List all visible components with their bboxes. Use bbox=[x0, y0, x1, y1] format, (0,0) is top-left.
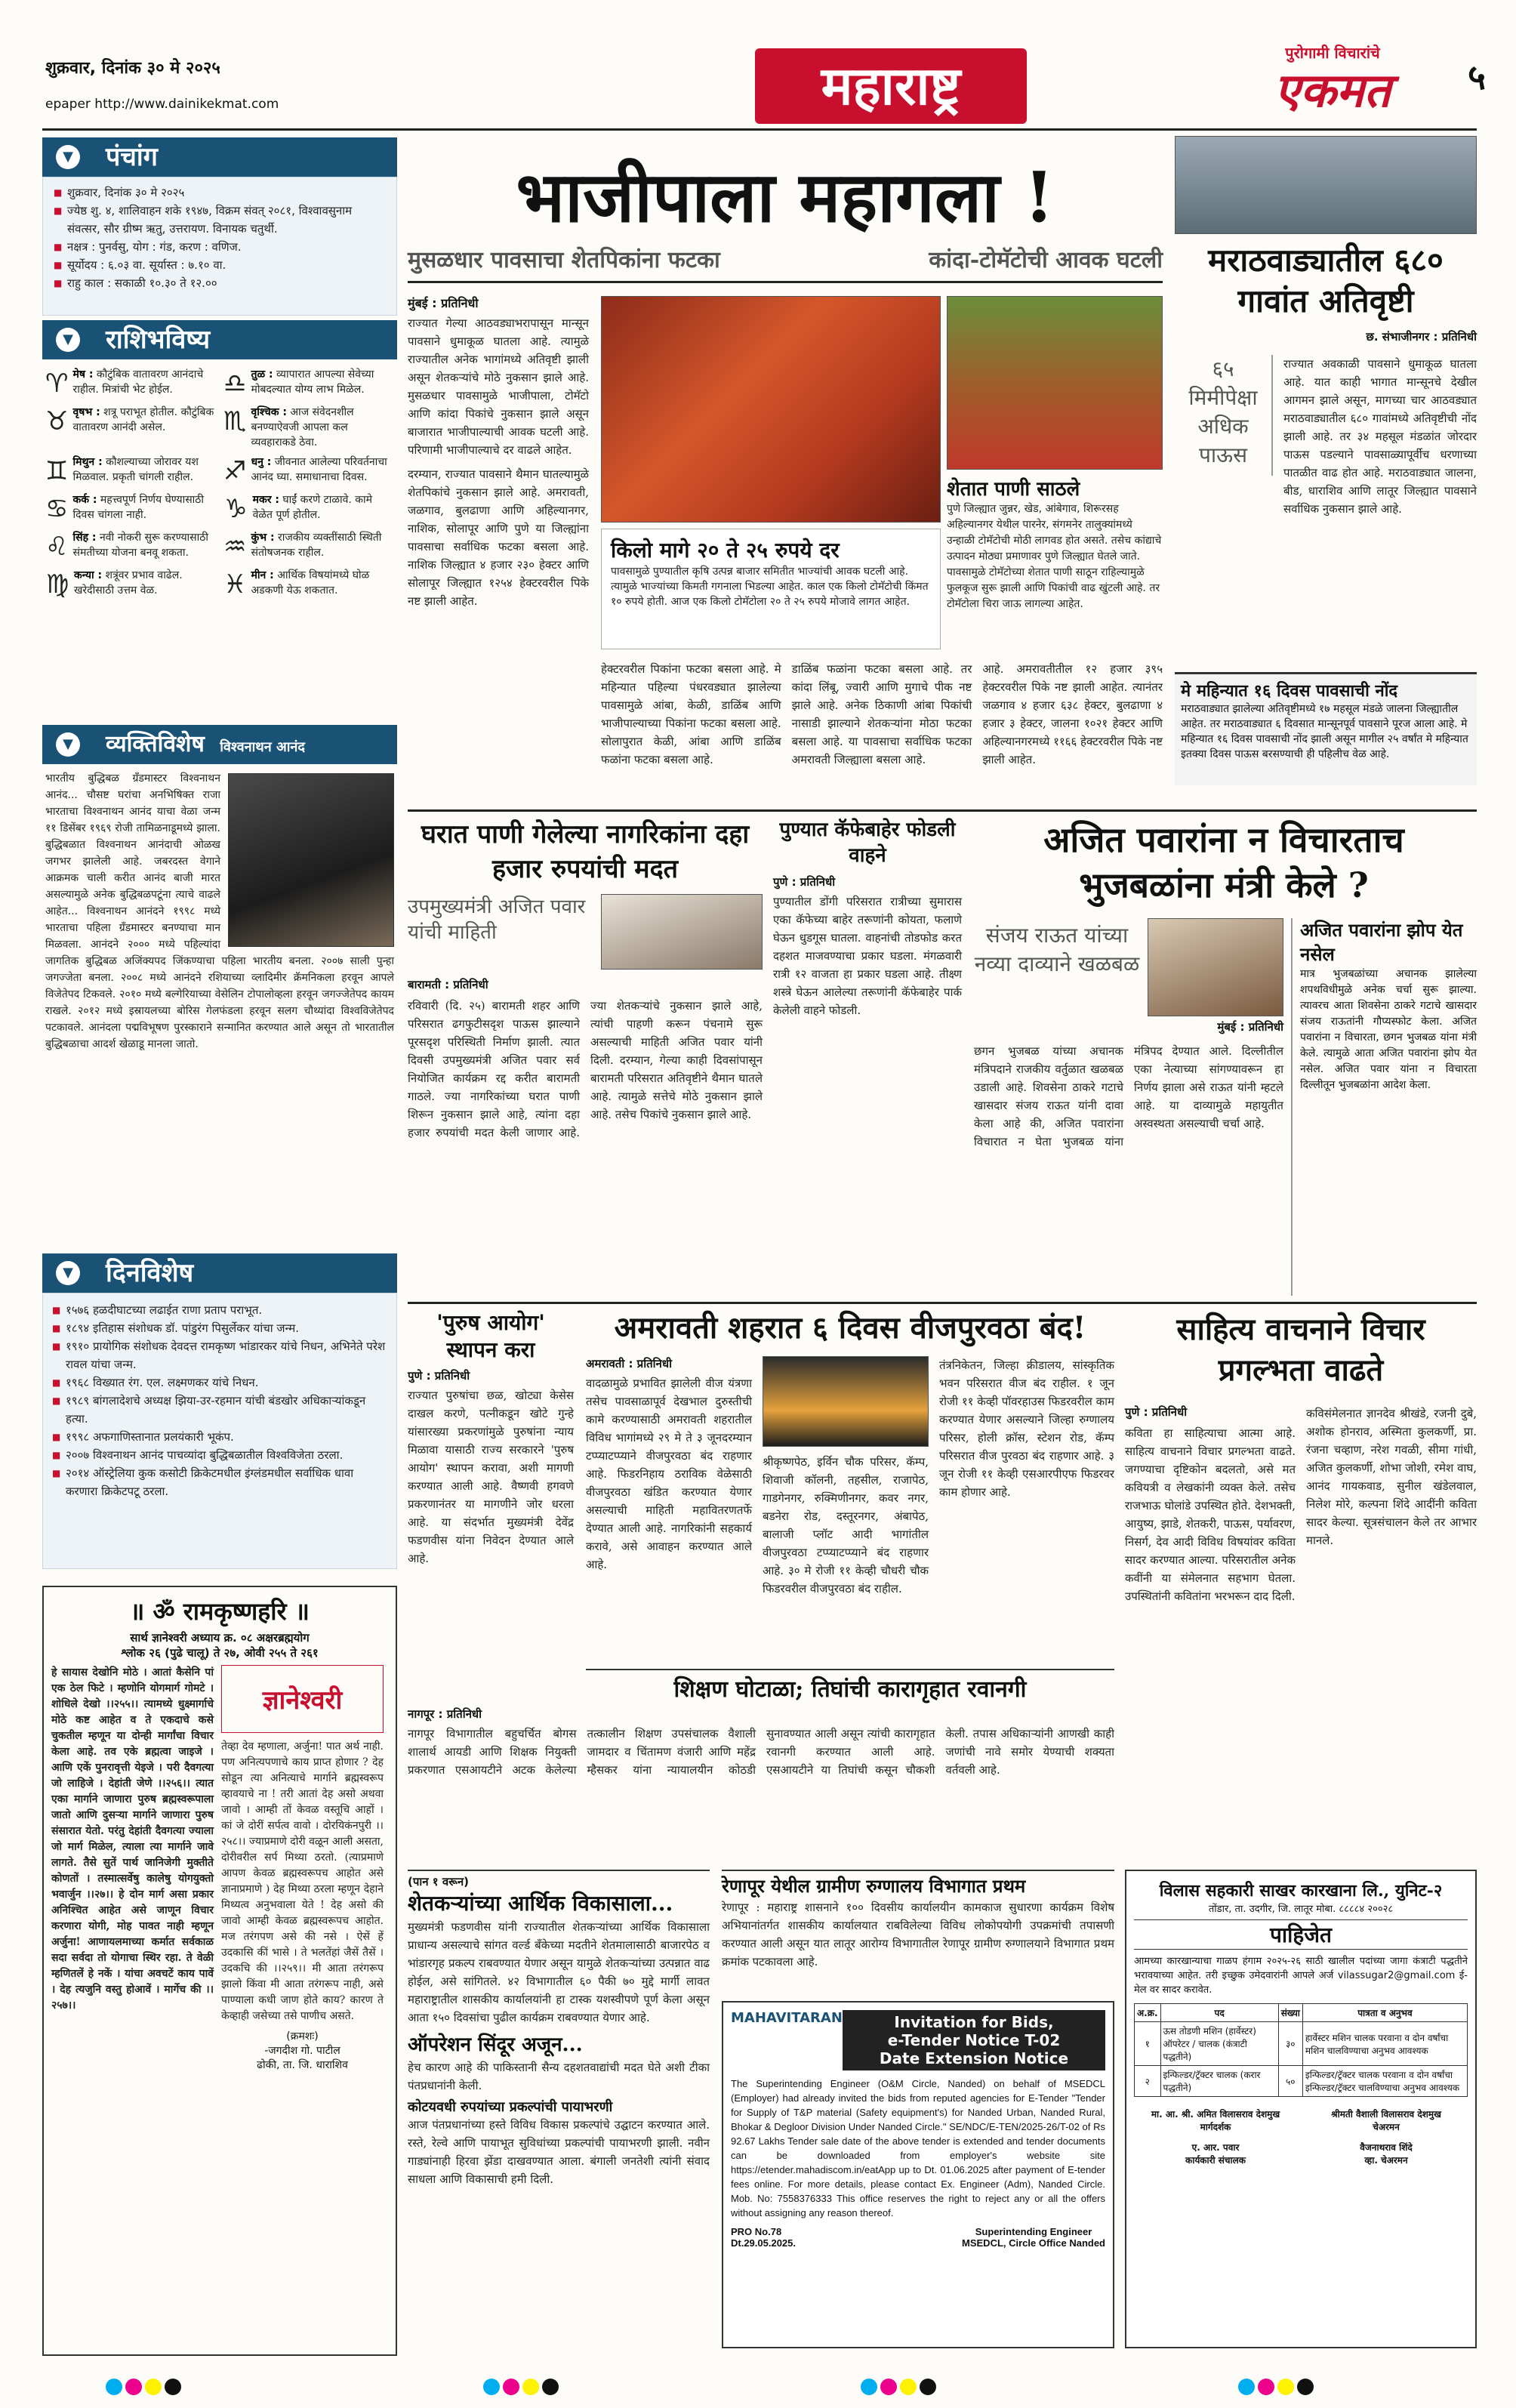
rashi-item bbox=[45, 492, 216, 526]
table-cell: इन्फिल्डर/ट्रॅक्टर चालक (करार पद्धतीने) bbox=[1160, 2066, 1278, 2097]
main-sub-left: मुसळधार पावसाचा शेतपिकांना फटका bbox=[408, 247, 720, 273]
rashi-section bbox=[42, 320, 397, 720]
sahitya-body: कविता हा साहित्याचा आत्मा आहे. साहित्य वाचनाने विचार प्रगल्भता वाढते. जगण्याचा दृष्टिकोन बदलतो, असे मत कवियत्री व लेखकांनी व्यक्त केले. तसेच राजभाऊ घोलांडे उपस्थित होते. देशभक्ती, आयुष्य, झाडे, शेतकरी, पाऊस, पर्यावरण, निसर्ग, देव आदी विविध विषयांवर कविता सादर करण्यात आल्या. परिसरातील अनेक कवींनी या संमेलनात सहभाग घेतला. उपस्थितांनी कवितांना भरभरून दाद दिली. bbox=[1125, 1426, 1296, 1603]
amravati-body-3: तंत्रनिकेतन, जिल्हा क्रीडालय, सांस्कृतिक भवन परिसरात वीज बंद राहील. १ जून रोजी ११ केव्ही पॉवरहाउस फिडरवरील काम करण्यात येणार असल्याने जिल्हा रुग्णालय परिसर, होली क्रॉस, स्टेशन रोड, कॅम्प परिसरात वीज पुरवठा बंद राहणार आहे. ३ जून रोजी ११ केव्ही एसआरपीएफ फिडरवर काम होणार आहे. bbox=[939, 1358, 1114, 1499]
tender-notice bbox=[722, 2001, 1114, 2348]
rashi-name: वृश्चिक : bbox=[251, 406, 287, 418]
section-title: महाराष्ट्र bbox=[755, 48, 1027, 124]
panchang-line: ■ राहु काल : सकाळी १०.३० ते १२.०० bbox=[54, 274, 386, 292]
pani-dateline: बारामती : प्रतिनिधी bbox=[408, 978, 488, 991]
main-headline: भाजीपाला महागला ! bbox=[516, 156, 1055, 238]
rashi-name: तुळ : bbox=[251, 368, 273, 381]
rashi-text: महत्त्वपूर्ण निर्णय घेण्यासाठी दिवस चांगला नाही. bbox=[72, 494, 205, 521]
newspaper-logo bbox=[1208, 42, 1457, 125]
ramkrishna-col2: तेव्हा देव म्हणाला, अर्जुना! पात अर्थ नाही. पण अनित्यपणाचे काय प्राप्त होणार ? देह सोडून त्या अनित्याचे मार्गाने ब्रह्मस्वरूप व्हावयाचे ना ! तरी आतां देह असो अथवा जावो । आम्ही तों केवळ वस्तूचि आहों । कां जे दोरीं सर्पत्व वावो । दोरयिकंनपुरी ।।२५८।। ज्याप्रमाणे दोरी वळून आली असता, दोरीवरील सर्प मिथ्या ठरतो. (त्याप्रमाणे आपण केवळ ब्रह्मस्वरूपच आहोत असे ज्ञानाप्रमाणे ) देह मिथ्या ठरला म्हणून देहाने मिथ्यत्व अनुभवाला येते ! देह असो की जावो आम्ही केवळ ब्रह्मस्वरूपच आहोत. मज तरंगपण असे की नसे । ऐसें हें उदकासि कीं भासे । ते भलतेंहां जैसें तैसें । उदकचि की ।।२५९।। मी आता तरंगरूप झालो किंवा मी आता तरंगरूप नाही, असे पाण्याला कधी जाण होते काय? कारण ते केव्हाही जसेच्या तसे पाणीच असते. bbox=[221, 1740, 384, 2022]
anand-portrait-photo bbox=[228, 773, 394, 947]
tender-title-2: e-Tender Notice T-02 bbox=[887, 2031, 1061, 2049]
shikshan-dateline: नागपूर : प्रतिनिधी bbox=[408, 1707, 482, 1721]
panchang-header bbox=[42, 137, 397, 177]
rashi-name: सिंह : bbox=[72, 532, 97, 544]
cyan-dot bbox=[106, 2379, 122, 2395]
main-caption-text: पावसामुळे पुण्यातील कृषि उत्पन्न बाजार समितीत भाज्यांची आवक घटली आहे. त्यामुळे भाज्यांच्या किमती गगनाला भिडल्या आहेत. काल एक किलो टोमॅटोची किंमत १० रुपये होती. आज एक किलो टोमॅटोला २० ते २५ रुपये मोजावे लागत आहेत. bbox=[611, 566, 929, 608]
rashi-item bbox=[223, 367, 394, 400]
pani-body: रविवारी (दि. २५) बारामती शहर आणि परिसरात ढगफुटीसदृश पाऊस झाल्याने पूरसदृश परिस्थिती निर्माण झाली. त्यात दिवसी उपमुख्यमंत्री अजित पवार सर्व नियोजित कार्यक्रम रद्द करीत बारामती गाठले. ज्या नागरिकांच्या घरात पाणी शिरून नुकसान झाले आहे, त्यांना दहा हजार रुपयांची मदत केली जाणार आहे. ज्या शेतकऱ्यांचे नुकसान झाले आहे, त्यांची पाहणी करून पंचनामे सुरू असल्याची माहिती अजित पवार यांनी दिली. दरम्यान, गेल्या काही दिवसांपासून बारामती परिसरात अतिवृष्टीने थैमान घातले आहे. त्यामुळे सत्तेचे मोठे नुकसान झाले आहे. तसेच पिकांचे नुकसान झाले आहे. bbox=[408, 999, 763, 1139]
ramkrishna-title: ॥ ॐ रामकृष्णहरि ॥ bbox=[130, 1597, 310, 1626]
main-rule bbox=[408, 281, 1163, 283]
amravati-dateline: अमरावती : प्रतिनिधी bbox=[586, 1357, 672, 1370]
cafe-headline: पुण्यात कॅफेबाहेर फोडली वाहने bbox=[779, 819, 956, 867]
marathwada-box-text: मराठवाड्यात झालेल्या अतिवृष्टीमध्ये १७ महसूल मंडळे जालना जिल्ह्यातील आहेत. तर मराठवाड्यात ६ दिवसात मान्सूनपूर्व पावसाने पूरज आला आहे. मे महिन्यात १६ दिवस पावसाची नोंद झाली असून मागील २५ वर्षांत मे महिन्यात इतक्या दिवस पाऊस बरसण्याची ही पहिलीच वेळ आहे. bbox=[1181, 703, 1468, 760]
magenta-dot bbox=[125, 2379, 142, 2395]
main-body-3: हेक्टरवरील पिकांना फटका बसला आहे. मे महिन्यात पहिल्या पंधरवड्यात झालेल्या पावसामुळे आंबा, केळी, डाळिंब आणि भाजीपाल्याच्या पिकांना फटका बसला आहे. सोलापुरात केळी, आंबा आणि डाळिंब फळांना फटका बसला आहे. bbox=[601, 662, 781, 766]
rashi-name: कुंभ : bbox=[251, 532, 275, 544]
rashi-item bbox=[45, 367, 216, 400]
rashi-item bbox=[45, 530, 216, 563]
shetkari-section bbox=[408, 1870, 710, 2345]
panchang-line: ■ सूर्योदय : ६.०३ वा. सूर्यास्त : ७.१० वा. bbox=[54, 256, 386, 274]
table-cell: ५० bbox=[1278, 2066, 1302, 2097]
amravati-body-2: श्रीकृष्णपेठ, इर्विन चौक परिसर, कॅम्प, शिवाजी कॉलनी, तहसील, राजापेठ, गाडगेनगर, रुक्मिणीनगर, कवर नगर, बडनेरा रोड, दस्तूरनगर, अंबापेठ, बालाजी प्लॉट आदी भागांतील वीजपुरवठा टप्प्याटप्प्याने बंद राहणार आहे. ३० मे रोजी ११ केव्ही चौधरी चौक फिडरवरील वीजपुरवठा बंद राहील. bbox=[763, 1455, 929, 1596]
table-header: पद bbox=[1160, 2004, 1278, 2022]
rashi-item bbox=[45, 568, 216, 601]
vilas-body: आमच्या कारखान्याचा गाळप हंगाम २०२५-२६ साठी खालील पदांच्या जागा कंत्राटी पद्धतीने भरावयाच्या आहेत. तरी इच्छुक उमेदवारांनी आपले अर्ज vilassugar2@gmail.com ई-मेल वर सादर करावेत. bbox=[1134, 1956, 1468, 1996]
rashi-text: शत्रूंवर प्रभाव वाढेल. खरेदीसाठी उत्तम वेळ. bbox=[73, 569, 183, 597]
dinvishesh-item: ■ १९९८ अफगाणिस्तानात प्रलयंकारी भूकंप. bbox=[52, 1428, 387, 1446]
panchang-title: पंचांग bbox=[106, 142, 158, 172]
ajit-box-title: अजित पवारांना झोप येत नसेल bbox=[1300, 919, 1463, 965]
yellow-dot bbox=[522, 2379, 539, 2395]
dinvishesh-item: ■ २०१४ ऑस्ट्रेलिया कुक कसोटी क्रिकेटमधील इंग्लंडमधील सर्वाधिक धावा करणारा क्रिकेटपटू ठरला. bbox=[52, 1464, 387, 1500]
rashi-name: मकर : bbox=[252, 494, 279, 506]
rashi-header bbox=[42, 320, 397, 359]
ajit-box bbox=[1291, 918, 1477, 1296]
vyakti-text: भारतीय बुद्धिबळ ग्रँडमास्टर विश्वनाथन आनंद... चौसष्ट घरांचा अनभिषिक्त राजा भारताचा विश्वनाथन आनंद याचा वेळा जन्म ११ डिसेंबर १९६९ रोजी तामिळनाडूमध्ये झाला. बुद्धिबळात विश्वनाथन आनंदाची ओळख जगभर झालेली आहे. जबरदस्त वेगाने आक्रमक चाली करीत आनंद बाजी मारत असल्यामुळे अनेक बुद्धिबळपटूंना त्याचे वाढले आहेत... विश्वनाथन आनंदने १९९८ मध्ये भारताचा पहिला ग्रँडमास्टर बनण्याचा मान मिळवला. आनंदने २००० मध्ये पहिल्यांदा जागतिक बुद्धिबळ अजिंक्यपद जिंकण्याचा पहिला भारतीय बनला. २००७ साली पुन्हा जगज्जेता बनला. २००८ मध्ये आनंदने रशियाच्या व्लादिमीर क्रॅमनिकला हरवून आपले विजेतेपद टिकवले. २०१० मध्ये बल्गेरियाच्या वेसेलिन टोपालोव्हला हरवून जगज्जेतेपद कायम राखले. २०१२ मध्ये इस्रायलच्या बोरिस गेलफंडला हरवून सलग चौथ्यांदा विश्वविजेतेपद पटकावले. आनंदला पद्मविभूषण पुरस्काराने सन्मानित करण्यात आले असून तो भारतातील बुद्धिबळाचा आदर्श खेळाडू मानला जातो. bbox=[45, 772, 394, 1050]
table-header: पात्रता व अनुभव bbox=[1302, 2004, 1467, 2022]
tender-body: The Superintending Engineer (O&M Circle, Nanded) on behalf of MSEDCL (Employer) had already invited the bids from reputed agencies for E-Tender "Tender for Supply of T&P material (Safety equipment's) for Nanded Urban, Nanded Rural, Bhokar & Degloor Division Under Nanded Circle." SE/NDC/E-TEN/2025-26/T-02 of Rs 92.67 Lakhs Tender sale date of the above tender is extended and tender documents can be downloaded from employer's website site https://etender.mahadiscom.in/eatApp up to Dt. 01.06.2025 after payment of E-tender fees online. For more details, please contact Ex. Engineer (Adm), Nanded Circle. Mob. No: 7558376333 This office reserves the right to reject any or all the offers without assigning any reason thereof. bbox=[731, 2078, 1105, 2218]
main-body-1: राज्यात गेल्या आठवड्याभरापासून मान्सून पावसाने धुमाकूळ घातला आहे. त्यामुळे राज्यातील अनेक भागांमध्ये अतिवृष्टी झाली असून शेतकऱ्यांचे मोठे नुकसान झाले आहे. मुसळधार पावसामुळे भाजीपाला, टोमॅटो आणि कांदा पिकांचे नुकसान झाले असून बाजारात भाजीपाल्याची आवक घटली आहे. परिणामी भाजीपाल्याचे दर वाढले आहेत. bbox=[408, 316, 589, 457]
shetkari-sub2: कोटयवधी रुपयांच्या प्रकल्पांची पायाभरणी bbox=[408, 2099, 613, 2115]
rashi-item bbox=[223, 405, 394, 450]
table-cell: ऊस तोडणी मशिन (हार्वेस्टर) ऑपरेटर / चालक (कंत्राटी पद्धतीने) bbox=[1160, 2022, 1278, 2066]
black-dot bbox=[542, 2379, 559, 2395]
rashi-name: कर्क : bbox=[72, 494, 97, 506]
rashi-name: कन्या : bbox=[73, 569, 103, 581]
rashi-text: जीवनात आलेल्या परिवर्तनाचा आनंद घ्या. समाधानाचा दिवस. bbox=[251, 456, 387, 483]
ramkrishna-verse: हे सायास देखोनि मोठे । आतां कैसेनि पां एक ठेल फिटे । म्हणोनि योगमार्ग गोमटे । शोधिले देखो ।।२५५।। त्यामध्ये धुक्ष्मार्गाचे मोठे कष्ट आहेत व ते एकदाचे कसे चुकतील म्हणून या दोन्ही मार्गांचा विचार केला आहे. तव एके ब्रह्मत्वा जाइजे । आणि एकें पुनरावृत्ती येइजे । परी दैवगत्या जो लाहिजे । देहांती जेणे ।।२५६।। त्यात एका मार्गाने जाणारा पुरुष ब्रह्मस्वरूपाला जातो आणि दुसऱ्या मार्गाने जाणारा पुरुष संसारात येतो. परंतु देहांती दैवगत्या ज्याला जो मार्ग मिळेल, त्याला त्या मार्गाने जावे लागते. तैसे सुतें पार्थ जानिजेगी मुक्तीते कोणतों । तस्मात्सर्वेषु कालेषु योगयुक्तो भवार्जुन ।।२७।। हे दोन मार्ग असा प्रकार अनिश्चित आहेत असे जाणून विचार करणारा योगी, मोह पावत नाही म्हणून अर्जुना! आणायलमाच्या कर्मात सर्वकाळ सदा सर्वदा तो योगाचा स्थिर रहा. ते वेळी म्हणितलें हे नकें । यांचा अवचटें काय पावें । देह त्यजुनि वस्तु होआवें । मार्गेच की ।।२५७।। bbox=[51, 1666, 214, 2012]
rashi-name: मिथुन : bbox=[72, 456, 103, 468]
purush-dateline: पुणे : प्रतिनिधी bbox=[408, 1369, 470, 1383]
tender-pro: PRO No.78 Dt.29.05.2025. bbox=[731, 2226, 797, 2249]
panchang-line: ■ नक्षत्र : पुनर्वसु, योग : गंड, करण : वणिज. bbox=[54, 238, 386, 256]
pani-headline: घरात पाणी गेलेल्या नागरिकांना दहा हजार रुपयांची मदत bbox=[421, 819, 750, 884]
marathwada-quote: ६५ मिमीपेक्षा अधिक पाऊस bbox=[1175, 355, 1273, 476]
chevron-down-icon: ▼ bbox=[56, 1261, 80, 1285]
tender-sign: Superintending Engineer MSEDCL, Circle Office Nanded bbox=[962, 2226, 1105, 2249]
dinvishesh-header bbox=[42, 1253, 397, 1293]
rashi-name: धनु : bbox=[251, 456, 272, 468]
main-box-title: शेतात पाणी साठले bbox=[947, 478, 1080, 501]
ramkrishna-sub2: श्लोक २६ (पुढे चालू) ते २७, ओवी २५५ ते २६१ bbox=[121, 1646, 319, 1660]
cafe-dateline: पुणे : प्रतिनिधी bbox=[773, 875, 836, 889]
cancer-icon: ♋ bbox=[45, 494, 69, 524]
registration-dots bbox=[106, 2379, 184, 2398]
vilas-address: तोंडार, ता. उदगीर, जि. लातूर मोबा. ८८८८४ २००२८ bbox=[1208, 1904, 1394, 1915]
libra-icon: ♎ bbox=[223, 368, 247, 399]
panchang-section bbox=[42, 137, 397, 316]
pisces-icon: ♓ bbox=[223, 569, 247, 600]
logo-tagline: पुरोगामी विचारांचे bbox=[1285, 44, 1380, 62]
renapur-body: रेणापूर : महाराष्ट्र शासनाने १०० दिवसीय कार्यालयीन कामकाज सुधारणा कार्यक्रम विशेष अभियानांतर्गत शासकीय कार्यालयात राबविलेल्या विविध लोकोपयोगी उपक्रमांची तपासणी करण्यात आली असून यात लातूर आरोग्य विभागातील रेणापूर ग्रामीण रुग्णालयाने विभागात प्रथम क्रमांक पटकावला आहे. bbox=[722, 1901, 1114, 1969]
rashi-name: मेष : bbox=[72, 368, 94, 381]
vyakti-header bbox=[42, 725, 397, 764]
main-box-text: पुणे जिल्ह्यात जुन्नर, खेड, आंबेगाव, शिरूरसह अहिल्यानगर येथील पारनेर, संगमनेर तालुक्यांमध्ये उन्हाळी टोमॅटोची मोठी लागवड होत असते. तसेच कांद्याचे उत्पादन मोठ्या प्रमाणावर पुणे जिल्ह्यात घेतले जाते. पावसामुळे टोमॅटोच्या शेतात पाणी साठून राहिल्यामुळे फुलकूज सुरू झाली आणि पिकांची वाढ खुंटली आहे. तर टोमॅटोला चिरा जाऊ लागल्या आहेत. bbox=[947, 503, 1162, 610]
sahitya-dateline: पुणे : प्रतिनिधी bbox=[1125, 1405, 1188, 1419]
marathwada-headline: मराठवाड्यातील ६८० गावांत अतिवृष्टी bbox=[1208, 242, 1444, 319]
main-body-4: डाळिंब फळांना फटका बसला आहे. तर कांदा लिंबू, ज्वारी आणि मुगाचे पीक नष्ट झाले आहे. अनेक ठिकाणी आंबा पिकांची नासाडी झाल्याने शेतकऱ्यांना मोठा फटका बसला आहे. या पावसाचा सर्वाधिक फटका अमरावती जिल्ह्याला बसला आहे. bbox=[791, 662, 972, 766]
leo-icon: ♌ bbox=[45, 532, 69, 562]
dinvishesh-title: दिनविशेष bbox=[106, 1258, 194, 1288]
black-dot bbox=[165, 2379, 181, 2395]
ajit-headline: अजित पवारांना न विचारताच भुजबळांना मंत्री केले ? bbox=[1043, 819, 1404, 905]
vyakti-section bbox=[42, 725, 397, 1246]
pani-sub: उपमुख्यमंत्री अजित पवार यांची माहिती bbox=[408, 896, 586, 944]
black-dot bbox=[920, 2379, 936, 2395]
marathwada-body: राज्यात अवकाळी पावसाने धुमाकूळ घातला आहे. यात काही भागात मान्सूनचे देखील आगमन झाले असून, मागच्या चार आठवड्यात मराठवाड्यातील ६८० गावांमध्ये अतिवृष्टीची नोंद झाली आहे. तर ३४ महसूल मंडळांत जोरदार पाऊस पडल्याने पावसाळ्यापूर्वीच धरणाच्या पातळीत वाढ होत आहे. मराठवाड्यात जालना, बीड, धाराशिव आणि लातूर जिल्ह्यात पावसाने सर्वाधिक नुकसान झाले आहे. bbox=[1283, 357, 1477, 516]
logo-text: एकमत bbox=[1274, 63, 1391, 118]
capricorn-icon: ♑ bbox=[224, 494, 248, 524]
magenta-dot bbox=[503, 2379, 519, 2395]
vilas-sign: श्रीमती वैशाली विलासराव देशमुख चेअरमन bbox=[1331, 2109, 1441, 2132]
rashi-item bbox=[223, 568, 394, 601]
rashi-item bbox=[223, 492, 394, 526]
magenta-dot bbox=[880, 2379, 897, 2395]
table-cell: १ bbox=[1135, 2022, 1161, 2066]
vyakti-title: व्यक्तिविशेष bbox=[106, 731, 205, 757]
shetkari-body: मुख्यमंत्री फडणवीस यांनी राज्यातील शेतकऱ्यांच्या आर्थिक विकासाला प्राधान्य असल्याचे सांगत वर्ल्ड बँकेच्या मदतीने शेतमालासाठी बाजारपेठ व भांडारगृह प्रकल्प राबवण्यात येणार असून यामुळे शेतकऱ्यांच्या उत्पन्नात वाढ होईल, असे सांगितले. ४२ विभागातील ६० पैकी ७० मुद्दे मार्गी लावत महाराष्ट्रातील शासकीय कार्यालयांनी हा टास्क यशस्वीपणे पूर्ण केला असून आता १५० दिवसांचा पुढील कार्यक्रम राबवण्यात येणार आहे. bbox=[408, 1920, 710, 2024]
sindoor-body: हेच कारण आहे की पाकिस्तानी सैन्य दहशतवाद्यांची मदत घेते अशी टीका पंतप्रधानांनी केली. bbox=[408, 2061, 710, 2092]
rashi-text: आज संवेदनशील बनण्याऐवजी आपला कल व्यवहाराकडे ठेवा. bbox=[251, 406, 354, 449]
section-rule bbox=[408, 809, 1477, 812]
main-caption-title: किलो मागे २० ते २५ रुपये दर bbox=[611, 538, 840, 563]
rashi-name: मीन : bbox=[251, 569, 274, 581]
section-rule bbox=[408, 1302, 1477, 1304]
epaper-url[interactable]: epaper http://www.dainikekmat.com bbox=[45, 97, 279, 112]
shetkari-kicker: (पान १ वरून) bbox=[408, 1875, 470, 1888]
chevron-down-icon: ▼ bbox=[56, 145, 80, 169]
vilas-title: विलास सहकारी साखर कारखाना लि., युनिट-२ bbox=[1159, 1881, 1443, 1901]
bulb-mahavitaran-photo bbox=[763, 1356, 929, 1447]
table-header: संख्या bbox=[1278, 2004, 1302, 2022]
vilas-sign: मा. आ. श्री. अमित विलासराव देशमुख मार्गदर्शक bbox=[1151, 2109, 1280, 2132]
black-dot bbox=[1297, 2379, 1314, 2395]
table-cell: २ bbox=[1135, 2066, 1161, 2097]
tomato-market-photo bbox=[601, 296, 941, 523]
registration-dots bbox=[861, 2379, 939, 2398]
rashi-item bbox=[45, 405, 216, 450]
sahitya-headline: साहित्य वाचनाने विचार प्रगल्भता वाढते bbox=[1176, 1312, 1425, 1388]
main-body-5: आहे. अमरावतीतील १२ हजार ३९५ हेक्टरवरील पिके नष्ट झाली आहेत. त्यानंतर जळगाव ४ हजार ६३८ हेक्टर, बुलढाणा ४ हजार ३ हेक्टर, जालना १०२१ हेक्टर आणि अहिल्यानगरमध्ये ११६६ हेक्टरवरील पिके नष्ट झाली आहेत. bbox=[982, 662, 1163, 766]
marathwada-box bbox=[1175, 672, 1477, 785]
aries-icon: ♈ bbox=[45, 368, 69, 399]
vilas-notice bbox=[1125, 1870, 1477, 2348]
shetkari-body-3: आज पंतप्रधानांच्या हस्ते विविध विकास प्रकल्पांचे उद्घाटन करण्यात आले. रस्ते, रेल्वे आणि पायाभूत सुविधांच्या प्रकल्पांची पायाभरणी झाली. नवीन गाड्यांनाही हिरवा झेंडा दाखवण्यात आला. बंगाली जनतेशी त्यांनी संवाद साधला आणि विकासाची हमी दिली. bbox=[408, 2118, 710, 2186]
registration-dots bbox=[1238, 2379, 1317, 2398]
ramkrishna-sub: सार्थ ज्ञानेश्वरी अध्याय क्र. ०८ अक्षरब्रह्मयोग bbox=[130, 1631, 310, 1645]
rashi-name: वृषभ : bbox=[72, 406, 100, 418]
table-header: अ.क्र. bbox=[1135, 2004, 1161, 2022]
ajit-box-text: मात्र भुजबळांच्या अचानक झालेल्या शपथविधीमुळे अनेक चर्चा सुरू झाल्या. त्यावरच आता शिवसेना ठाकरे गटाचे खासदार संजय राऊतांनी गौप्यस्फोट केला. अजित पवारांना न विचारता, छगन भुजबळ यांना मंत्री केले. त्यामुळे आता अजित पवारांना झोप येत नसेल. अजित पवार यांना न विचारता दिल्लीतून भुजबळांना आदेश केला. bbox=[1300, 968, 1477, 1091]
sanjay-raut-photo bbox=[1148, 918, 1283, 1016]
tender-title-1: Invitation for Bids, bbox=[894, 2013, 1054, 2031]
amravati-body: वादळामुळे प्रभावित झालेली वीज यंत्रणा तसेच पावसाळापूर्व देखभाल दुरुस्तीची कामे करण्यासाठी अमरावती शहरातील विविध भागांमध्ये २९ मे ते ३ जूनदरम्यान टप्प्याटप्प्याने वीजपुरवठा बंद राहणार आहे. फिडरनिहाय ठराविक वेळेसाठी वीजपुरवठा खंडित करण्यात येणार असल्याची माहिती महावितरणतर्फे देण्यात आली आहे. नागरिकांनी सहकार्य करावे, असे आवाहन करण्यात आले आहे. bbox=[586, 1377, 752, 1571]
chevron-down-icon: ▼ bbox=[56, 328, 80, 352]
dinvishesh-item: ■ १५७६ हळदीघाटच्या लढाईत राणा प्रताप पराभूत. bbox=[52, 1301, 387, 1319]
amravati-headline: अमरावती शहरात ६ दिवस वीजपुरवठा बंद! bbox=[614, 1310, 1086, 1346]
magenta-dot bbox=[1258, 2379, 1274, 2395]
table-row bbox=[1135, 2066, 1468, 2097]
rashi-title: राशिभविष्य bbox=[106, 325, 211, 355]
table-cell: इन्फिल्डर/ट्रॅक्टर चालक परवाना व दोन वर्षांचा इन्फिल्डर/ट्रॅक्टर चालविण्याचा अनुभव आवश्यक bbox=[1302, 2066, 1467, 2097]
sindoor-headline: ऑपरेशन सिंदूर अजून... bbox=[408, 2033, 583, 2056]
rashi-text: राजकीय व्यक्तींसाठी स्थिती संतोषजनक राहील. bbox=[251, 532, 382, 559]
issue-date: शुक्रवार, दिनांक ३० मे २०२५ bbox=[45, 59, 220, 78]
scorpio-icon: ♏ bbox=[223, 406, 247, 436]
shetkari-headline: शेतकऱ्यांच्या आर्थिक विकासाला... bbox=[408, 1891, 673, 1916]
yellow-dot bbox=[1277, 2379, 1294, 2395]
ramkrishna-section bbox=[42, 1586, 397, 2356]
cyan-dot bbox=[483, 2379, 500, 2395]
vilas-sign: वैजनाथराव शिंदे व्हा. चेअरमन bbox=[1360, 2142, 1413, 2166]
shikshan-headline: शिक्षण घोटाळा; तिघांची कारागृहात रवानगी bbox=[586, 1669, 1114, 1705]
purush-headline: 'पुरुष आयोग' स्थापन करा bbox=[436, 1310, 545, 1362]
shikshan-body: नागपूर विभागातील बहुचर्चित बोगस शालार्थ आयडी आणि शिक्षक नियुक्ती प्रकरणात एसआयटीने अटक केलेल्या तत्कालीन शिक्षण उपसंचालक वैशाली जामदार व चिंतामण वंजारी आणि महेंद्र म्हैसकर यांना न्यायालयीन कोठडी सुनावण्यात आली असून त्यांची कारागृहात रवानगी करण्यात आली आहे. एसआयटीने या तिघांची कसून चौकशी केली. तपास अधिकाऱ्यांनी आणखी काही जणांची नावे समोर येण्याची शक्यता वर्तवली आहे. bbox=[408, 1727, 1114, 1777]
renapur-headline: रेणापूर येथील ग्रामीण रुग्णालय विभागात प्रथम bbox=[722, 1875, 1026, 1897]
table-cell: हार्वेस्टर मशिन चालक परवाना व दोन वर्षांचा मशिन चालविण्याचा अनुभव आवश्यक bbox=[1302, 2022, 1467, 2066]
cafe-body: पुण्यातील डोंगी परिसरात रात्रीच्या सुमारास एका कॅफेच्या बाहेर तरूणांनी कोयता, फलाणे घेऊन धुडगूस घातला. वाहनांची तोडफोड करत दहशत माजवण्याचा प्रकार घडला. मंगळवारी रात्री १२ वाजता हा प्रकार घडला आहे. तीक्ष्ण शस्त्रे घेऊन आलेल्या तरूणांनी कॅफेबाहेर पार्क केलेली वाहने फोडली. bbox=[773, 895, 962, 1017]
vilas-notice-title: पाहिजेत bbox=[1134, 1919, 1468, 1950]
mahavitaran-logo: MAHAVITARAN bbox=[731, 2010, 843, 2026]
renapur-section bbox=[722, 1870, 1114, 1971]
ajit-dateline: मुंबई : प्रतिनिधी bbox=[1217, 1020, 1283, 1034]
vilas-table bbox=[1134, 2003, 1468, 2097]
table-row bbox=[1135, 2022, 1468, 2066]
panchang-date: ■ शुक्रवार, दिनांक ३० मे २०२५ bbox=[54, 183, 386, 202]
sahitya-body-2: कविसंमेलनात ज्ञानदेव श्रीखंडे, रजनी दुबे, अशोक होनराव, अस्मिता कुलकर्णी, प्रा. रंजना चव्हाण, नरेश गवळी, सीमा गांधी, अजित कुलकर्णी, शोभा जोशी, रमेश वाघ, आनंद गायकवाड, सुनील खंडेलवाल, निलेश मोरे, कल्पना शिंदे आदींनी कविता सादर केल्या. सूत्रसंचालन केले तर आभार मानले. bbox=[1306, 1407, 1477, 1547]
dinvishesh-item: ■ २००७ विश्वनाथन आनंद पाचव्यांदा बुद्धिबळातील विश्वविजेता ठरला. bbox=[52, 1446, 387, 1464]
sagittarius-icon: ♐ bbox=[223, 456, 247, 486]
vilas-sign: ए. आर. पवार कार्यकारी संचालक bbox=[1185, 2142, 1246, 2166]
rashi-item bbox=[223, 530, 394, 563]
rashi-text: कौशल्याच्या जोरावर यश मिळवाल. प्रकृती चांगली राहील. bbox=[72, 456, 199, 483]
rashi-text: शत्रू पराभूत होतील. कौटुंबिक वातावरण आनंदी असेल. bbox=[72, 406, 214, 433]
farmer-field-photo bbox=[947, 296, 1163, 470]
dinvishesh-item: ■ १९६८ विख्यात रंग. एल. लक्ष्मणकर यांचे निधन. bbox=[52, 1374, 387, 1392]
dinvishesh-item: ■ १९१० प्रायोगिक संशोधक देवदत्त रामकृष्ण भांडारकर यांचे निधन, अभिनेते परेश रावल यांचा जन्म. bbox=[52, 1337, 387, 1374]
ajit-pawar-photo bbox=[601, 894, 763, 970]
rashi-item bbox=[45, 455, 216, 488]
marathwada-dateline: छ. संभाजीनगर : प्रतिनिधी bbox=[1366, 330, 1477, 344]
rashi-text: नवी नोकरी सुरू करण्यासाठी संमतीच्या योजना बनवू शकता. bbox=[72, 532, 209, 559]
ajit-body: छगन भुजबळ यांच्या अचानक मंत्रिपदाने राजकीय वर्तुळात खळबळ उडाली आहे. शिवसेना ठाकरे गटाचे खासदार संजय राऊत यांनी दावा केला आहे की, अजित पवारांना विचारात न घेता भुजबळ यांना मंत्रिपद देण्यात आले. दिल्लीतील एका नेत्याच्या सांगण्यावरून हा निर्णय झाला असे राऊत यांनी म्हटले आहे. या दाव्यामुळे महायुतीत अस्वस्थता असल्याची चर्चा आहे. bbox=[974, 1044, 1283, 1149]
dnyaneshwari-logo: ज्ञानेश्वरी bbox=[221, 1665, 384, 1733]
panchang-line: ■ ज्येष्ठ शु. ४, शालिवाहन शके १९४७, विक्रम संवत् २०८१, विश्वावसुनाम संवत्सर, सौर ग्रीष्म ऋतु, उत्तरायण. विनायक चतुर्थी. bbox=[54, 202, 386, 238]
vyakti-author: विश्वनाथन आनंद bbox=[220, 739, 305, 755]
main-caption bbox=[601, 529, 941, 649]
dinvishesh-item: ■ १८९४ इतिहास संशोधक डॉ. पांडुरंग पिसुर्लेकर यांचा जन्म. bbox=[52, 1319, 387, 1337]
table-cell: ३० bbox=[1278, 2022, 1302, 2066]
gemini-icon: ♊ bbox=[45, 456, 69, 486]
rashi-text: घाईं करणे टाळावे. कामे वेळेत पूर्ण होतील. bbox=[252, 494, 373, 521]
main-dateline: मुंबई : प्रतिनिधी bbox=[408, 296, 479, 310]
header-rule bbox=[42, 128, 1477, 131]
cyan-dot bbox=[1238, 2379, 1255, 2395]
registration-dots bbox=[483, 2379, 562, 2398]
marathwada-box-title: मे महिन्यात १६ दिवस पावसाची नोंद bbox=[1181, 681, 1398, 701]
flood-street-photo bbox=[1175, 136, 1477, 234]
virgo-icon: ♍ bbox=[45, 569, 69, 600]
rashi-text: कौटुंबिक वातावरण आनंदाचे राहील. मित्रांची भेट होईल. bbox=[72, 368, 204, 396]
dinvishesh-section bbox=[42, 1253, 397, 1571]
tender-title-3: Date Extension Notice bbox=[879, 2049, 1069, 2067]
yellow-dot bbox=[145, 2379, 162, 2395]
ramkrishna-sign: (क्रमशः) -जगदीश गो. पाटील ढोकी, ता. जि. धाराशिव bbox=[257, 2030, 348, 2071]
purush-body: राज्यात पुरुषांचा छळ, खोट्या केसेस दाखल करणे, पत्नीकडून खोटे गुन्हे यांसारख्या प्रकरणांमुळे पुरुषांना न्याय मिळावा यासाठी राज्य सरकारने 'पुरुष आयोग' स्थापन करावा, अशी मागणी करण्यात आली आहे. वैष्णवी हगवणे प्रकरणानंतर या मागणीने जोर धरला आहे. या संदर्भात मुख्यमंत्री देवेंद्र फडणवीस यांना निवेदन देण्यात आले आहे. bbox=[408, 1389, 574, 1565]
page-number: ५ bbox=[1468, 57, 1486, 97]
dinvishesh-item: ■ १९८९ बांगलादेशचे अध्यक्ष झिया-उर-रहमान यांची बंडखोर अधिकाऱ्यांकडून हत्या. bbox=[52, 1392, 387, 1428]
cyan-dot bbox=[861, 2379, 877, 2395]
ajit-quote: संजय राऊत यांच्या नव्या दाव्याने खळबळ bbox=[974, 923, 1140, 976]
rashi-text: व्यापारात आपल्या सेवेच्या मोबदल्यात योग्य लाभ मिळेल. bbox=[251, 368, 374, 396]
yellow-dot bbox=[900, 2379, 917, 2395]
rashi-item bbox=[223, 455, 394, 488]
main-sub-right: कांदा-टोमॅटोची आवक घटली bbox=[929, 247, 1163, 273]
chevron-down-icon: ▼ bbox=[56, 732, 80, 757]
rashi-text: आर्थिक विषयांमध्ये घोळ अडकणी येऊ शकतात. bbox=[251, 569, 370, 597]
taurus-icon: ♉ bbox=[45, 406, 69, 436]
aquarius-icon: ♒ bbox=[223, 532, 247, 562]
main-body-2: दरम्यान, राज्यात पावसाने थैमान घातल्यामुळे शेतपिकांचे नुकसान झाले आहे. अमरावती, जळगाव, बुलढाणा आणि अहिल्यानगर, नाशिक, सोलापूर आणि पुणे या जिल्ह्यांना पावसाचा सर्वाधिक फटका बसला आहे. नाशिक जिल्ह्यात ४ हजार २३० हेक्टर आणि सोलापूर जिल्ह्यात १२५४ हेक्टरवरील पिके नष्ट झाली आहेत. bbox=[408, 467, 589, 608]
